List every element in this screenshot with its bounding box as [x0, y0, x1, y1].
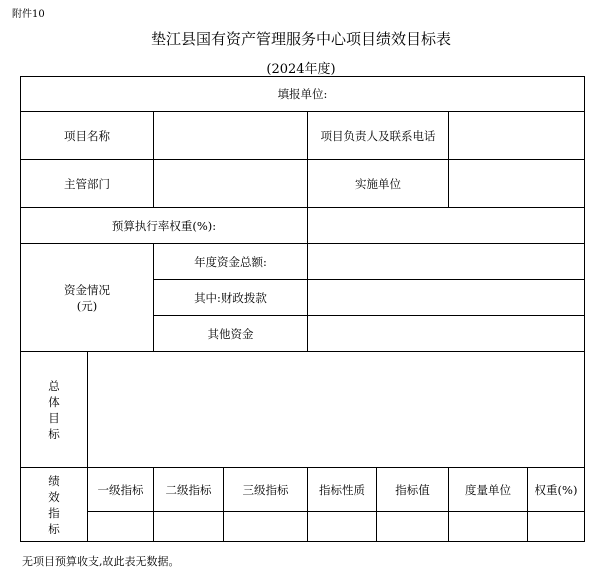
funds-label-cell [21, 244, 154, 352]
funds-label: 资金情况 [64, 282, 110, 297]
indicator-header-nature: 指标性质 [308, 468, 377, 512]
fill-unit-cell[interactable] [21, 77, 585, 112]
contact-value[interactable] [449, 112, 585, 160]
project-name-value[interactable] [154, 112, 308, 160]
indicator-header-level1: 一级指标 [88, 468, 154, 512]
total-funds-value[interactable] [308, 244, 585, 280]
overall-goal-label: 总 体 目 标 [21, 352, 88, 468]
impl-unit-label: 实施单位 [308, 160, 449, 208]
year-label: (2024年度) [266, 62, 336, 77]
fiscal-funds-label: 其中:财政拨款 [154, 280, 308, 316]
total-funds-label: 年度资金总额: [154, 244, 308, 280]
other-funds-label: 其他资金 [154, 316, 308, 352]
indicator-header-unit: 度量单位 [449, 468, 528, 512]
fiscal-funds-value[interactable] [308, 280, 585, 316]
fill-unit-label: 填报单位: [277, 87, 328, 101]
indicator-cell-weight[interactable] [528, 512, 585, 542]
performance-target-table [20, 76, 585, 542]
indicator-header-weight: 权重(%) [528, 468, 585, 512]
indicator-cell-unit[interactable] [449, 512, 528, 542]
indicator-cell-level1[interactable] [88, 512, 154, 542]
overall-goal-value[interactable] [88, 352, 585, 468]
attachment-number: 附件10 [12, 9, 45, 20]
indicator-header-level3: 三级指标 [224, 468, 308, 512]
indicator-cell-level2[interactable] [154, 512, 224, 542]
contact-label: 项目负责人及联系电话 [308, 112, 449, 160]
dept-value[interactable] [154, 160, 308, 208]
budget-rate-label: 预算执行率权重(%): [21, 208, 308, 244]
dept-label: 主管部门 [21, 160, 154, 208]
indicator-cell-nature[interactable] [308, 512, 377, 542]
indicator-cell-level3[interactable] [224, 512, 308, 542]
footer-note: 无项目预算收支,故此表无数据。 [22, 555, 180, 568]
funds-unit: (元) [76, 298, 98, 313]
indicator-header-value: 指标值 [377, 468, 449, 512]
indicator-label: 绩 效 指 标 [21, 468, 88, 542]
impl-unit-value[interactable] [449, 160, 585, 208]
budget-rate-value[interactable] [308, 208, 585, 244]
other-funds-value[interactable] [308, 316, 585, 352]
indicator-header-level2: 二级指标 [154, 468, 224, 512]
page-title: 垫江县国有资产管理服务中心项目绩效目标表 [150, 30, 451, 48]
project-name-label: 项目名称 [21, 112, 154, 160]
indicator-cell-value[interactable] [377, 512, 449, 542]
